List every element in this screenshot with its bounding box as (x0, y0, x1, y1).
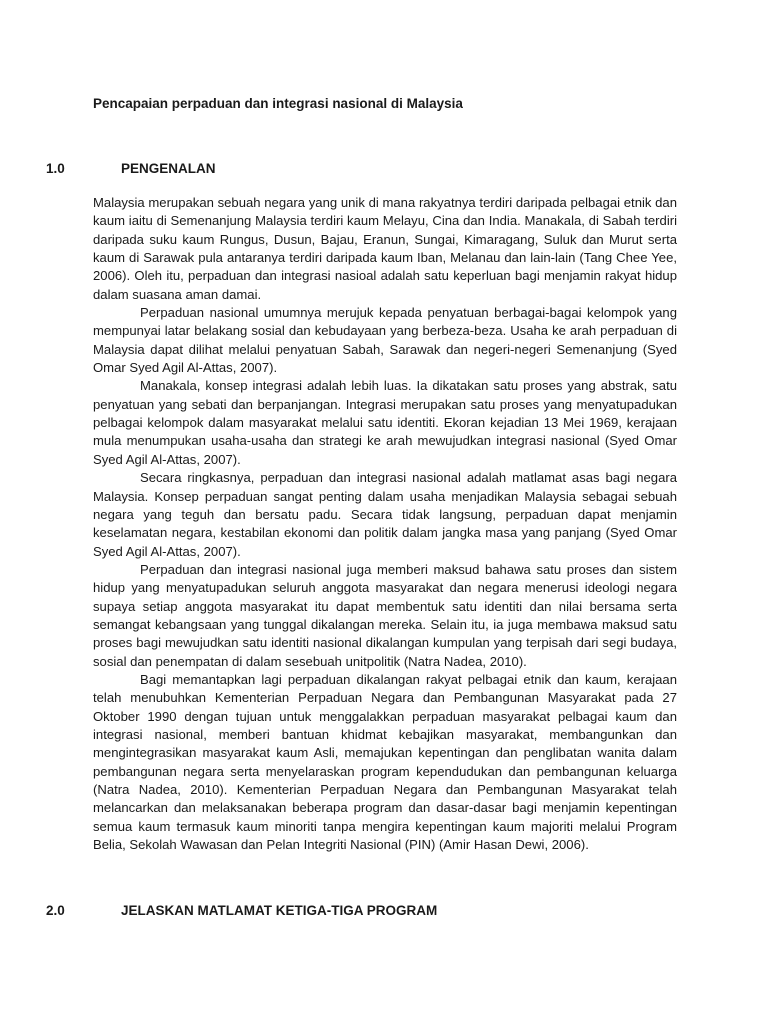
section-title: PENGENALAN (121, 161, 216, 176)
section-heading-introduction (46, 161, 216, 176)
section-number: 2.0 (46, 903, 65, 918)
section-body (93, 194, 677, 854)
section-number: 1.0 (46, 161, 65, 176)
paragraph: Manakala, konsep integrasi adalah lebih luas. Ia dikatakan satu proses yang abstrak, satu penyatuan yang sebati dan berpanjangan. Integrasi merupakan satu proses yang menyatupadukan pelbagai kelompok dalam masyarakat melalui satu identiti. Ekoran kejadian 13 Mei 1969, kerajaan mula menumpukan usaha-usaha dan strategi ke arah mewujudkan integrasi nasional (Syed Omar Syed Agil Al-Attas, 2007). (93, 378, 677, 467)
paragraph: Perpaduan dan integrasi nasional juga memberi maksud bahawa satu proses dan sistem hidup yang menyatupadukan seluruh anggota masyarakat dan negara menerusi ideologi negara supaya setiap anggota masyarakat itu dapat membentuk satu identiti dan nilai bersama serta semangat kebangsaan yang tunggal dikalangan mereka. Selain itu, ia juga membawa maksud satu proses bagi mewujudkan satu identiti nasional dikalangan kumpulan yang terpisah dari segi budaya, sosial dan penempatan di dalam sesebuah unitpolitik (Natra Nadea, 2010). (93, 561, 677, 669)
document-title: Pencapaian perpaduan dan integrasi nasional di Malaysia (93, 96, 463, 111)
paragraph: Malaysia merupakan sebuah negara yang unik di mana rakyatnya terdiri daripada pelbagai etnik dan kaum iaitu di Semenanjung Malaysia terdiri kaum Melayu, Cina dan India. Manakala, di Sabah terdiri daripada suku kaum Rungus, Dusun, Bajau, Eranun, Sungai, Kimaragang, Suluk dan Murut serta kaum di Sarawak pula antaranya terdiri daripada kaum Iban, Melanau dan lain-lain (Tang Chee Yee, 2006). Oleh itu, perpaduan dan integrasi nasioal adalah satu keperluan bagi menjamin rakyat hidup dalam suasana aman damai. (93, 195, 677, 302)
section-title: JELASKAN MATLAMAT KETIGA-TIGA PROGRAM (121, 903, 438, 918)
paragraph: Bagi memantapkan lagi perpaduan dikalangan rakyat pelbagai etnik dan kaum, kerajaan telah menubuhkan Kementerian Perpaduan Negara dan Pembangunan Masyarakat pada 27 Oktober 1990 dengan tujuan untuk menggalakkan perpaduan masyarakat pelbagai kaum dan integrasi nasional, memberi bantuan khidmat kebajikan masyarakat, membangunkan dan mengintegrasikan masyarakat kaum Asli, memajukan kepentingan dan penglibatan wanita dalam pembangunan negara serta menyelaraskan program kependudukan dan pembangunan keluarga (Natra Nadea, 2010). Kementerian Perpaduan Negara dan Pembangunan Masyarakat telah melancarkan dan melaksanakan beberapa program dan dasar-dasar bagi menjamin kepentingan semua kaum termasuk kaum minoriti tanpa mengira kepentingan kaum majoriti melalui Program Belia, Sekolah Wawasan dan Pelan Integriti Nasional (PIN) (Amir Hasan Dewi, 2006). (93, 671, 677, 853)
paragraph: Perpaduan nasional umumnya merujuk kepada penyatuan berbagai-bagai kelompok yang mempunyai latar belakang sosial dan kebudayaan yang berbeza-beza. Usaha ke arah perpaduan di Malaysia dapat dilihat melalui penyatuan Sabah, Sarawak dan negeri-negeri Semenanjung (Syed Omar Syed Agil Al-Attas, 2007). (93, 305, 677, 376)
section-heading-objectives (46, 903, 437, 918)
paragraph: Secara ringkasnya, perpaduan dan integrasi nasional adalah matlamat asas bagi negara Malaysia. Konsep perpaduan sangat penting dalam usaha menjadikan Malaysia sebagai sebuah negara yang teguh dan bersatu padu. Secara tidak langsung, perpaduan dapat menjamin keselamatan negara, kestabilan ekonomi dan politik dalam jangka masa yang panjang (Syed Omar Syed Agil Al-Attas, 2007). (93, 470, 677, 559)
